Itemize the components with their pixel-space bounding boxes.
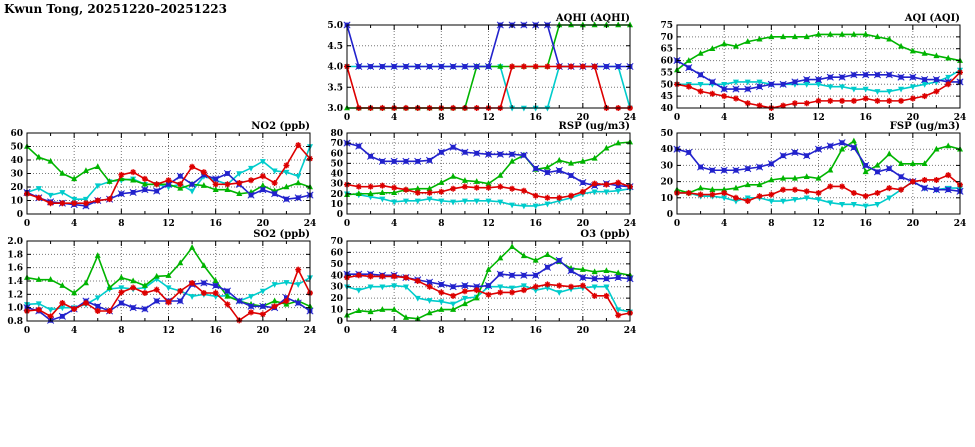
svg-text:55: 55	[660, 68, 673, 79]
svg-text:16: 16	[859, 219, 872, 229]
svg-text:8: 8	[768, 113, 775, 123]
svg-text:40: 40	[660, 104, 673, 114]
no2-title: NO2 (ppb)	[251, 121, 310, 132]
svg-text:4.0: 4.0	[327, 62, 343, 73]
svg-text:50: 50	[660, 129, 673, 139]
svg-text:10: 10	[330, 305, 343, 316]
svg-text:20: 20	[906, 113, 920, 123]
svg-text:4: 4	[71, 219, 78, 229]
svg-text:16: 16	[529, 113, 542, 123]
svg-text:0: 0	[23, 326, 31, 336]
svg-text:65: 65	[660, 44, 673, 55]
svg-text:50: 50	[330, 259, 343, 270]
svg-text:4: 4	[721, 113, 728, 123]
svg-text:1.8: 1.8	[7, 250, 23, 261]
svg-text:60: 60	[330, 149, 343, 160]
svg-text:1.0: 1.0	[7, 303, 23, 314]
svg-text:12: 12	[482, 219, 495, 229]
svg-text:20: 20	[576, 219, 590, 229]
svg-text:30: 30	[330, 282, 343, 293]
svg-text:4: 4	[391, 113, 398, 123]
so2-title: SO2 (ppb)	[253, 229, 310, 240]
svg-text:10: 10	[660, 193, 673, 204]
svg-text:16: 16	[209, 326, 222, 336]
svg-text:24: 24	[623, 113, 637, 123]
svg-text:24: 24	[303, 219, 317, 229]
aqi-title: AQI (AQI)	[904, 13, 960, 24]
svg-text:16: 16	[859, 113, 872, 123]
svg-text:24: 24	[623, 219, 637, 229]
svg-text:8: 8	[118, 219, 125, 229]
svg-text:4.5: 4.5	[327, 41, 343, 52]
svg-text:16: 16	[529, 326, 542, 336]
chart-so2	[0, 228, 326, 344]
svg-text:60: 60	[330, 248, 343, 259]
svg-text:8: 8	[118, 326, 125, 336]
svg-text:20: 20	[330, 189, 343, 200]
svg-text:20: 20	[906, 219, 920, 229]
svg-text:1.2: 1.2	[7, 290, 23, 301]
svg-text:12: 12	[482, 113, 495, 123]
svg-text:4: 4	[71, 326, 78, 336]
fsp-y-axis-labels	[660, 129, 673, 220]
svg-text:20: 20	[256, 326, 270, 336]
chart-aqi	[650, 12, 975, 131]
aqhi-y-axis-labels	[327, 21, 343, 114]
svg-text:0: 0	[343, 113, 351, 123]
svg-text:24: 24	[953, 219, 967, 229]
svg-text:20: 20	[10, 183, 23, 193]
svg-text:0: 0	[673, 113, 681, 123]
svg-text:20: 20	[576, 113, 590, 123]
svg-text:50: 50	[330, 159, 343, 170]
svg-text:20: 20	[660, 177, 673, 188]
svg-text:80: 80	[330, 129, 343, 139]
o3-title: O3 (ppb)	[580, 229, 630, 240]
svg-text:20: 20	[256, 219, 270, 229]
svg-text:0: 0	[23, 219, 31, 229]
svg-text:40: 40	[330, 169, 343, 180]
svg-text:1.4: 1.4	[7, 277, 23, 287]
chart-aqhi	[320, 12, 646, 131]
svg-text:10: 10	[330, 199, 343, 210]
svg-text:0: 0	[666, 210, 673, 220]
svg-text:2.0: 2.0	[7, 237, 23, 247]
svg-text:0.8: 0.8	[7, 317, 23, 327]
svg-text:16: 16	[529, 219, 542, 229]
aqi-y-axis-labels	[660, 21, 673, 114]
svg-text:3.5: 3.5	[327, 83, 343, 94]
svg-text:10: 10	[10, 196, 23, 207]
svg-text:0: 0	[16, 210, 23, 220]
no2-gridlines	[27, 133, 310, 214]
chart-o3	[320, 228, 646, 344]
fsp-title: FSP (ug/m3)	[889, 121, 960, 132]
svg-text:1.6: 1.6	[7, 263, 23, 274]
svg-text:0: 0	[343, 326, 351, 336]
svg-text:50: 50	[10, 142, 23, 153]
svg-text:0: 0	[336, 317, 343, 327]
svg-text:60: 60	[10, 129, 23, 139]
chart-no2	[0, 120, 326, 237]
chart-fsp	[650, 120, 975, 237]
svg-text:4: 4	[721, 219, 728, 229]
svg-text:50: 50	[660, 80, 673, 91]
svg-text:4: 4	[391, 219, 398, 229]
svg-text:20: 20	[576, 326, 590, 336]
svg-text:16: 16	[209, 219, 222, 229]
svg-text:8: 8	[438, 326, 445, 336]
svg-text:40: 40	[10, 156, 23, 166]
svg-text:12: 12	[812, 113, 825, 123]
svg-text:75: 75	[660, 21, 673, 31]
svg-text:70: 70	[660, 32, 673, 43]
svg-text:8: 8	[438, 113, 445, 123]
svg-text:5.0: 5.0	[327, 21, 343, 31]
svg-text:12: 12	[162, 219, 175, 229]
svg-text:70: 70	[330, 237, 343, 247]
svg-text:0: 0	[343, 219, 351, 229]
rsp-title: RSP (ug/m3)	[558, 121, 630, 132]
svg-text:12: 12	[482, 326, 495, 336]
svg-text:0: 0	[673, 219, 681, 229]
svg-text:3.0: 3.0	[327, 104, 343, 114]
aqhi-title: AQHI (AQHI)	[555, 13, 630, 24]
page-title: Kwun Tong, 20251220–20251223	[4, 2, 228, 16]
svg-text:8: 8	[438, 219, 445, 229]
svg-text:40: 40	[660, 145, 673, 156]
svg-text:30: 30	[10, 169, 23, 180]
o3-y-axis-labels	[330, 237, 343, 327]
svg-text:0: 0	[336, 210, 343, 220]
o3-x-axis-labels	[344, 326, 636, 336]
svg-text:12: 12	[162, 326, 175, 336]
svg-text:60: 60	[660, 56, 673, 67]
svg-text:70: 70	[330, 139, 343, 150]
so2-y-axis-labels	[7, 237, 23, 327]
chart-rsp	[320, 120, 646, 237]
so2-x-axis-labels	[24, 326, 316, 336]
svg-text:24: 24	[623, 326, 637, 336]
svg-text:40: 40	[330, 271, 343, 282]
svg-text:45: 45	[660, 92, 673, 103]
svg-text:30: 30	[330, 179, 343, 190]
svg-text:4: 4	[391, 326, 398, 336]
svg-text:30: 30	[660, 161, 673, 172]
so2-gridlines	[27, 241, 310, 321]
fsp-series-blue	[674, 140, 963, 195]
svg-text:20: 20	[330, 294, 343, 305]
svg-text:8: 8	[768, 219, 775, 229]
svg-text:24: 24	[303, 326, 317, 336]
no2-y-axis-labels	[10, 129, 23, 220]
fsp-x-axis-labels	[674, 219, 966, 229]
rsp-y-axis-labels	[330, 129, 343, 220]
o3-series-red	[344, 272, 633, 318]
svg-text:24: 24	[953, 113, 967, 123]
svg-text:12: 12	[812, 219, 825, 229]
